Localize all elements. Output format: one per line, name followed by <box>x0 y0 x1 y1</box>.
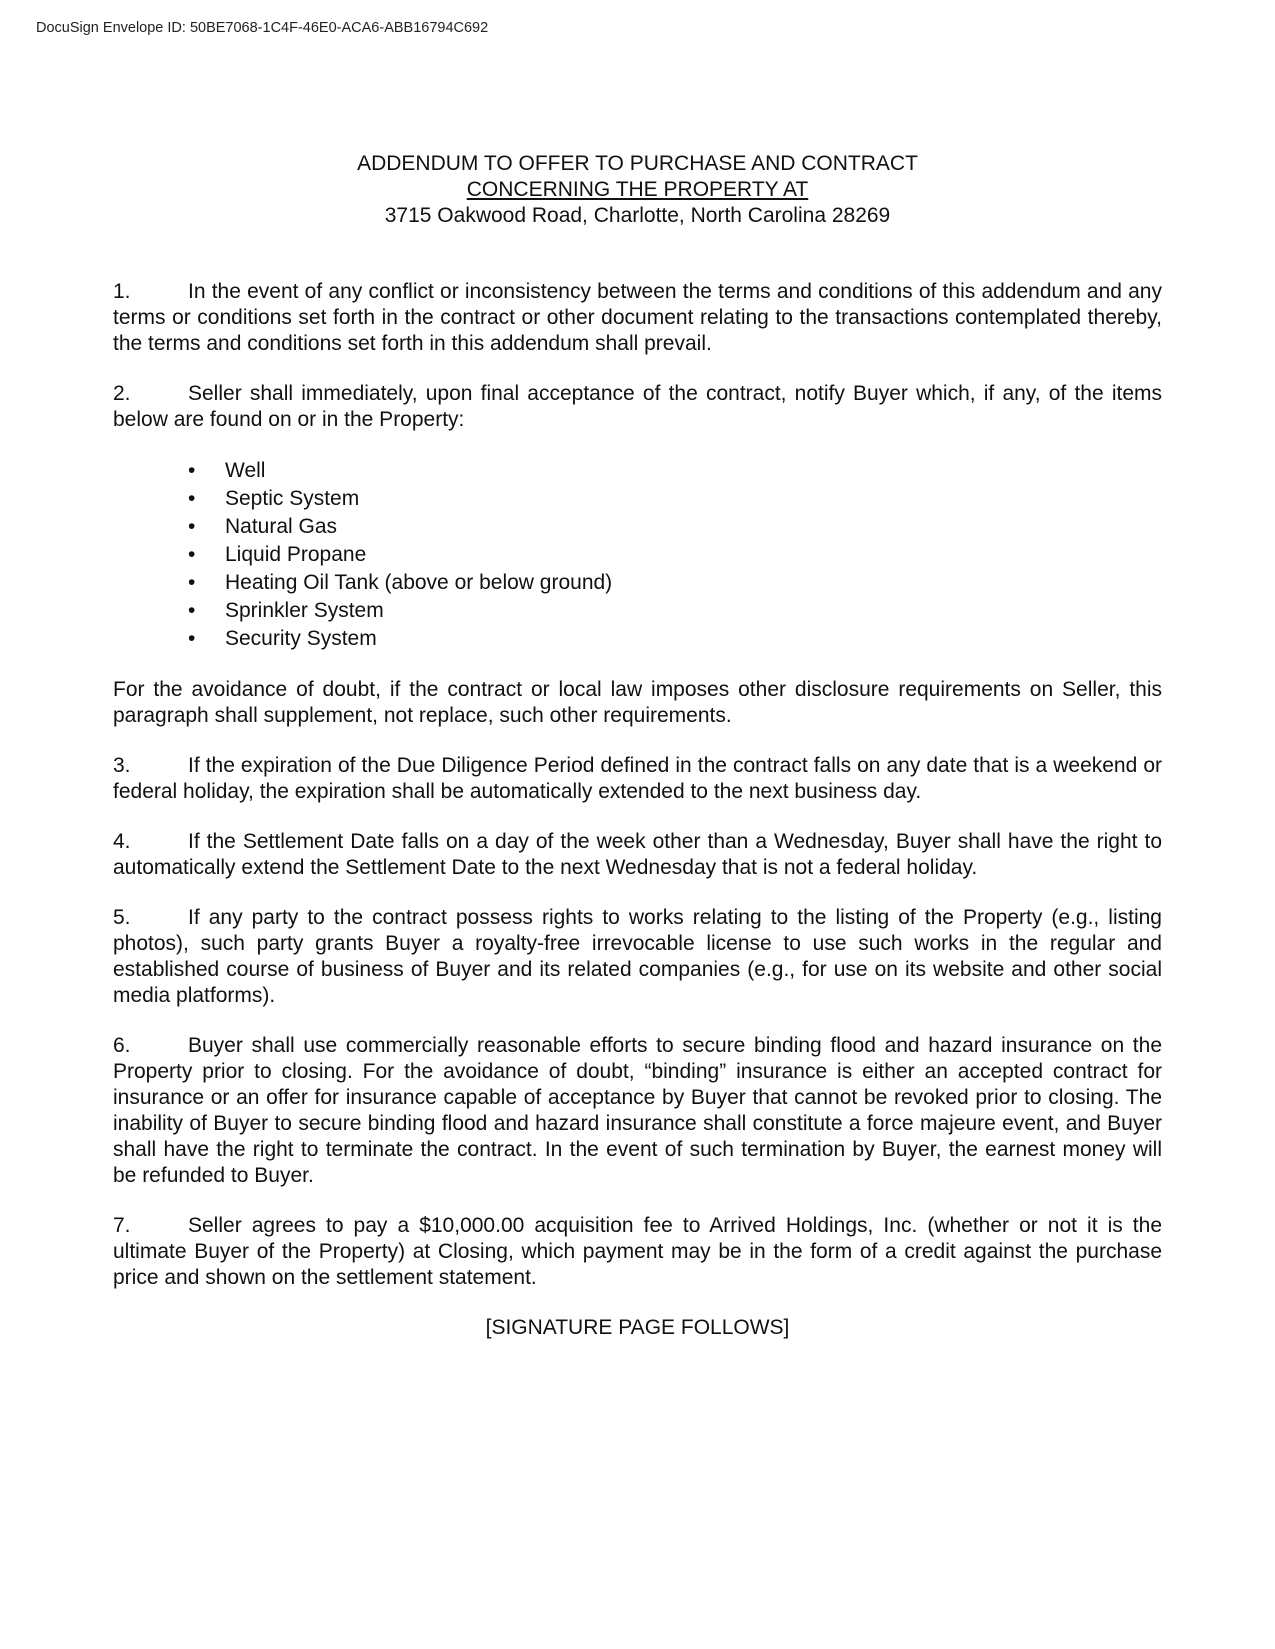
section-7-number: 7. <box>113 1214 131 1237</box>
list-item: • Sprinkler System <box>188 597 1162 625</box>
list-item: • Septic System <box>188 485 1162 513</box>
section-5-text: If any party to the contract possess rights to works relating to the listing of the Property (e.g., listing photos), such party grants Buyer a royalty-free irrevocable license to use such works in the regular and established course of business of Buyer and its related companies (e.g., for use on its website and other social media platforms). <box>113 906 1162 1007</box>
list-item: • Natural Gas <box>188 513 1162 541</box>
property-address: 3715 Oakwood Road, Charlotte, North Carolina 28269 <box>384 204 891 227</box>
section-3 <box>113 753 1162 805</box>
document-header <box>0 151 1275 229</box>
section-6-text: Buyer shall use commercially reasonable efforts to secure binding flood and hazard insurance on the Property prior to closing. For the avoidance of doubt, “binding” insurance is either an accepted contract for insurance or an offer for insurance capable of acceptance by Buyer that cannot be revoked prior to closing. The inability of Buyer to secure binding flood and hazard insurance shall constitute a force majeure event, and Buyer shall have the right to terminate the contract. In the event of such termination by Buyer, the earnest money will be refunded to Buyer. <box>113 1034 1162 1187</box>
section-7 <box>113 1213 1162 1291</box>
section-4-text: If the Settlement Date falls on a day of the week other than a Wednesday, Buyer shall have the right to automatically extend the Settlement Date to the next Wednesday that is not a federal holiday. <box>113 830 1162 879</box>
document-title: ADDENDUM TO OFFER TO PURCHASE AND CONTRACT <box>357 152 918 175</box>
section-2-note: For the avoidance of doubt, if the contract or local law imposes other disclosure requirements on Seller, this paragraph shall supplement, not replace, such other requirements. <box>113 678 1162 727</box>
list-item: • Liquid Propane <box>188 541 1162 569</box>
list-item: • Security System <box>188 625 1162 653</box>
signature-page-notice: [SIGNATURE PAGE FOLLOWS] <box>485 1316 790 1339</box>
section-3-number: 3. <box>113 754 131 777</box>
section-7-text: Seller agrees to pay a $10,000.00 acquisition fee to Arrived Holdings, Inc. (whether or not it is the ultimate Buyer of the Property) at Closing, which payment may be in the form of a credit against the purchase price and shown on the settlement statement. <box>113 1214 1162 1289</box>
addendum-body <box>113 279 1162 1341</box>
section-1-text: In the event of any conflict or inconsistency between the terms and conditions of this addendum and any terms or conditions set forth in the contract or other document relating to the transactions contemplated thereby, the terms and conditions set forth in this addendum shall prevail. <box>113 280 1162 355</box>
section-3-text: If the expiration of the Due Diligence Period defined in the contract falls on any date that is a weekend or federal holiday, the expiration shall be automatically extended to the next business day. <box>113 754 1162 803</box>
section-4 <box>113 829 1162 881</box>
section-5 <box>113 905 1162 1009</box>
section-6 <box>113 1033 1162 1189</box>
document-subtitle: CONCERNING THE PROPERTY AT <box>466 178 809 201</box>
disclosure-items-list <box>113 457 1162 653</box>
list-item: • Well <box>188 457 1162 485</box>
section-1-number: 1. <box>113 280 131 303</box>
section-2-text: Seller shall immediately, upon final acceptance of the contract, notify Buyer which, if any, of the items below are found on or in the Property: <box>113 382 1162 431</box>
list-item: • Heating Oil Tank (above or below ground) <box>188 569 1162 597</box>
section-2 <box>113 381 1162 433</box>
section-1 <box>113 279 1162 357</box>
section-2-number: 2. <box>113 382 131 405</box>
docusign-envelope-id: DocuSign Envelope ID: 50BE7068-1C4F-46E0-ACA6-ABB16794C692 <box>36 20 489 36</box>
section-6-number: 6. <box>113 1034 131 1057</box>
section-5-number: 5. <box>113 906 131 929</box>
section-4-number: 4. <box>113 830 131 853</box>
